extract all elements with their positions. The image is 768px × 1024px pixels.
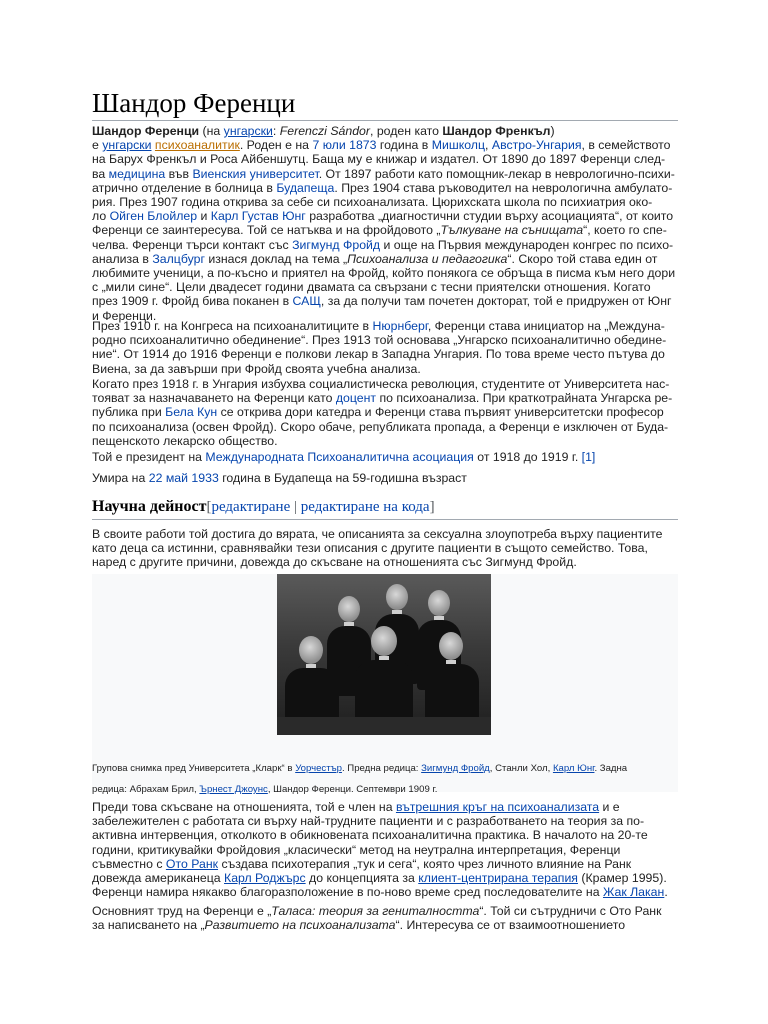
intro-paragraph-2: През 1910 г. на Конгреса на психоаналитиците в Нюрнберг, Ференци става инициатор на „Междуна- родно психоаналитично обединение“. През 1913 той основава „Унгарско психоаналитично обедине- ние“. От 1914 до 1916 Ференци е полкови лекар в Западна Унгария. По това време често пътува до Виена, за да завърши при Фройд своята учебна анализа. <box>92 319 667 376</box>
intro-paragraph-5: Умира на 22 май 1933 година в Будапеща на 59-годишна възраст <box>92 471 467 485</box>
reference-1[interactable]: [1] <box>581 450 596 464</box>
figure-caption: Групова снимка пред Университета „Кларк“ в Уорчестър. Предна редица: Зигмунд Фройд, Станли Хол, Карл Юнг. Задна редица: Абрахам Брил, Ърнест Джоунс, Шандор Ференци. Септември 1909 г. <box>92 763 628 795</box>
link-austria-hungary[interactable]: Австро-Унгария <box>491 138 582 153</box>
link-freud[interactable]: Зигмунд Фройд <box>292 237 381 252</box>
link-bleuler[interactable]: Ойген Блойлер <box>109 209 198 224</box>
link-nuremberg[interactable]: Нюрнберг <box>372 319 428 333</box>
link-psychoanalyst[interactable]: психоаналитик <box>154 138 240 153</box>
link-worcester[interactable]: Уорчестър <box>295 763 342 774</box>
link-salzburg[interactable]: Залцбург <box>152 251 205 266</box>
link-1933[interactable]: 1933 <box>191 471 219 485</box>
group-photo[interactable] <box>277 574 491 735</box>
link-bela-kun[interactable]: Бела Кун <box>165 405 218 420</box>
link-inner-circle[interactable]: вътрешния кръг на психоанализата <box>395 800 600 814</box>
link-usa[interactable]: САЩ <box>292 294 321 309</box>
section-paragraph-1: В своите работи той достига до вярата, че описанията за сексуална злоупотреба върху пациентите като деца са истинни, сравнявайки тези описания с другите пациенти в същото семейство. Това, наред с другите причини, довежда до скъсване на отношенията със Зигмунд Фройд. <box>92 527 663 570</box>
page-title: Шандор Ференци <box>92 88 678 121</box>
after-paragraph-1: Преди това скъсване на отношенията, той е член на вътрешния кръг на психоанализата и е забележителен с работата си върху най-трудните пациенти и с разработването на теория за по- активна интервенция, отколкото в обикновената психоаналитична практика. В началото на 20-те години, критикувайки Фройдовия „класически“ метод на неутрална интерпретация, Ференци съвместно с Ото Ранк създава психотерапия „тук и сега“, която чрез личното влияние на Ранк довежда американеца Карл Роджърс до концепцията за клиент-центрирана терапия (Крамер 1995). Ференци намира някакво благоразположение в по-ново време сред последователите на Жак Лакан. <box>92 800 668 900</box>
link-vienna-university[interactable]: Виенския университет <box>192 166 319 181</box>
figure <box>92 574 678 795</box>
link-hungarian[interactable]: унгарски <box>223 124 273 138</box>
link-jung[interactable]: Карл Густав Юнг <box>210 209 306 224</box>
link-carl-rogers[interactable]: Карл Роджърс <box>224 871 306 886</box>
edit-section-link[interactable]: редактиране <box>211 499 291 515</box>
link-7-july[interactable]: 7 юли <box>312 138 346 153</box>
link-ipa[interactable]: Международната Психоаналитична асоциация <box>205 450 474 464</box>
link-lacan[interactable]: Жак Лакан <box>602 885 665 900</box>
edit-source-link[interactable]: редактиране на кода <box>300 499 430 515</box>
link-otto-rank[interactable]: Ото Ранк <box>165 856 219 871</box>
link-docent[interactable]: доцент <box>335 391 377 406</box>
article-content <box>92 0 678 933</box>
intro-paragraph-1: Шандор Ференци (на унгарски: Ferenczi Sándor, роден като Шандор Френкъл) е унгарски психоаналитик. Роден е на 7 юли 1873 година в Мишколц, Австро-Унгария, в семейството на Барух Френкъл и Роса Айбеншутц. Баща му е книжар и издател. От 1890 до 1897 Ференци след- ва медицина във Виенския университет. От 1897 работи като помощник-лекар в неврологично-психи- атрично отделение в болница в Будапеща. През 1904 става ръководител на неврологична амбулато- рия. През 1907 година открива за себе си психоанализата. Цюрихската школа по психиатрия око- ло Ойген Блойлер и Карл Густав Юнг разработва „диагностични студии върху асоциацията“, от които Ференци се заинтересува. Той се натъква и на фройдовото „Тълкуване на сънищата“, което го спе- челва. Ференци търси контакт със Зигмунд Фройд и още на Първия международен конгрес по психо- анализа в Залцбург изнася доклад на тема „Психоанализа и педагогика“. Скоро той става един от любимите ученици, а по-късно и приятел на Фройд, който понякога се обръща в писма към него дори с „мили сине“. Цели двадесет години двамата са свързани с тесни приятелски отношения. Когато през 1909 г. Фройд бива поканен в САЩ, за да получи там почетен докторат, той е придружен от Юнг и Ференци. <box>92 124 676 323</box>
ground <box>277 717 491 735</box>
link-1873[interactable]: 1873 <box>349 138 377 153</box>
intro-paragraph-3: Когато през 1918 г. в Унгария избухва социалистическа революция, студентите от Университета нас- тояват за назначаването на Ференци като доцент по психоанализа. При краткотрайната Унгарска ре- публика при Бела Кун се открива дори катедра и Ференци става първият университетски професор по психоанализа (освен Фройд). Скоро обаче, републиката пропада, а Ференци е изключен от Буда- пещенското лекарско общество. <box>92 377 673 448</box>
section-heading: Научна дейност[редактиране | редактиране на кода] <box>92 497 678 520</box>
intro-paragraph-4: Той е президент на Международната Психоаналитична асоциация от 1918 до 1919 г. [1] <box>92 450 596 464</box>
link-budapest[interactable]: Будапеща <box>276 180 335 195</box>
link-client-centered[interactable]: клиент-центрирана терапия <box>418 871 578 886</box>
link-medicine[interactable]: медицина <box>108 166 166 181</box>
after-paragraph-2: Основният труд на Ференци е „Таласа: теория за гениталността“. Той си сътрудничи с Ото Ранк за написването на „Развитието на психоанализата“. Интересува се от взаимоотношението <box>92 904 662 933</box>
link-caption-jung[interactable]: Карл Юнг <box>552 763 595 774</box>
link-ernest-jones[interactable]: Ърнест Джоунс <box>199 784 268 795</box>
link-miskolc[interactable]: Мишколц <box>431 138 486 153</box>
link-caption-freud[interactable]: Зигмунд Фройд <box>421 763 490 774</box>
link-22-may[interactable]: 22 май <box>148 471 188 485</box>
link-hungarian-2[interactable]: унгарски <box>102 138 152 153</box>
